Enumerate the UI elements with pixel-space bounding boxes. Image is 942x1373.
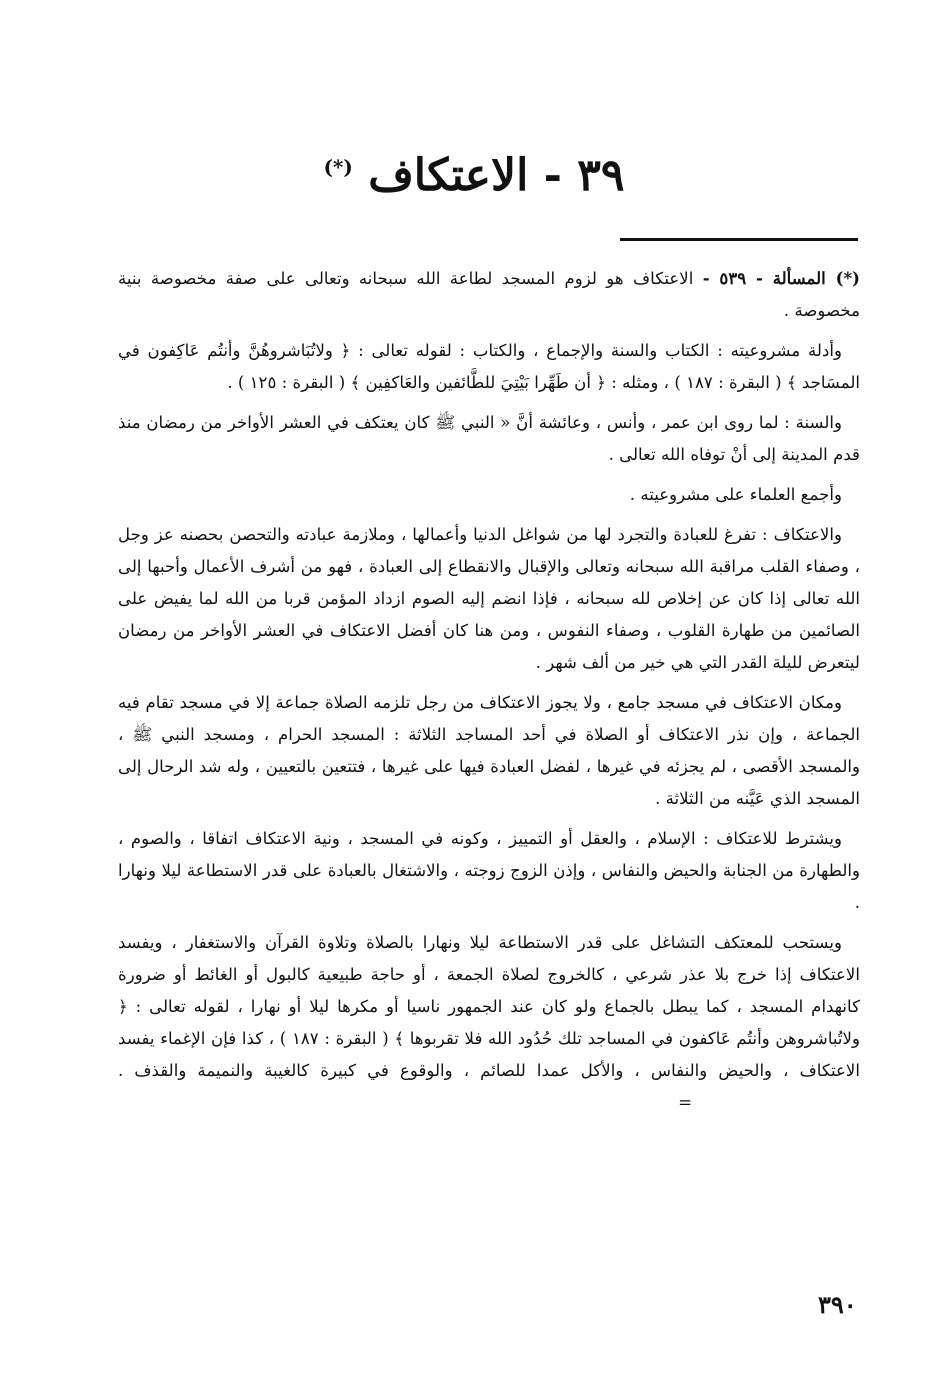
- footnote-text: الاعتكاف هو لزوم المسجد لطاعة الله سبحانه وتعالى على صفة مخصوصة بنية مخصوصة .: [118, 269, 860, 320]
- paragraph-recommended-text: ويستحب للمعتكف التشاغل على قدر الاستطاعة ليلا ونهارا بالصلاة وتلاوة القرآن والاستغفار ، ويفسد الاعتكاف إذا خرج بلا عذر شرعي ، كالخروج لصلاة الجمعة ، أو حاجة طبيعية كالبول أو الغائط أو ضرورة كانهدام المسجد ، كما يبطل بالجماع ولو كان عند الجمهور ناسيا أو مكرها ليلا أو نهارا ، لقوله تعالى : ﴿ ولاتُباشروهن وأنتُم عَاكفون في المساجد تلك حُدُود الله فلا تقربوها ﴾ ( البقرة : ١٨٧ ) ، كذا فإن الإغماء يفسد الاعتكاف ، والحيض والنفاس ، والأكل عمدا للصائم ، والوقوع في كبيرة كالغيبة والنميمة والقذف .: [118, 933, 860, 1080]
- page-title: [0, 150, 942, 201]
- paragraph-evidence: وأدلة مشروعيته : الكتاب والسنة والإجماع ، والكتاب : لقوله تعالى : ﴿ ولاتُبَاشروهُنَّ وأنتُم عَاكِفون في المسَاجد ﴾ ( البقرة : ١٨٧ ) ، ومثله : ﴿ أن طَهِّرا بَيْتِيَ للطَّائفين والعَاكفِين ﴾ ( البقرة : ١٢٥ ) .: [118, 341, 860, 392]
- paragraph-consensus: وأجمع العلماء على مشروعيته .: [629, 485, 842, 504]
- page-body: [118, 262, 860, 1127]
- page-number: ٣٩٠: [818, 1290, 857, 1319]
- paragraph-sunnah: والسنة : لما روى ابن عمر ، وأنس ، وعائشة أنَّ « النبي ﷺ كان يعتكف في العشر الأواخر من رمضان منذ قدم المدينة إلى أنْ توفاه الله تعالى .: [118, 413, 860, 464]
- paragraph-recommended: [118, 927, 860, 1119]
- continuation-mark: =: [678, 1093, 692, 1112]
- footnote-divider: [620, 238, 858, 241]
- footnote-paragraph: [118, 262, 860, 327]
- paragraph-definition: والاعتكاف : تفرغ للعبادة والتجرد لها من شواغل الدنيا وأعمالها ، وملازمة عبادته والتحصن بحصنه عز وجل ، وصفاء القلب مراقبة الله سبحانه وتعالى والإقبال والانقطاع إلى العبادة ، فهو من أشرف الأعمال وأحبها إلى الله تعالى إذا كان عن إخلاص لله سبحانه ، فإذا انضم إليه الصوم ازداد المؤمن قربا من الله لما يفيض على الصائمين من طهارة القلوب ، وصفاء النفوس ، ومن هنا كان أفضل الاعتكاف في العشر الأواخر من رمضان ليتعرض لليلة القدر التي هي خير من ألف شهر .: [118, 525, 860, 672]
- title-text: ٣٩ - الاعتكاف: [368, 150, 625, 201]
- footnote-lead: (*) المسألة - ٥٣٩ -: [702, 268, 861, 288]
- title-footnote-mark: (*): [323, 155, 353, 180]
- paragraph-conditions: ويشترط للاعتكاف : الإسلام ، والعقل أو التمييز ، وكونه في المسجد ، ونية الاعتكاف اتفاقا ، والصوم ، والطهارة من الجنابة والحيض والنفاس ، وإذن الزوج زوجته ، والاشتغال بالعبادة على قدر الاستطاعة ليلا ونهارا .: [118, 829, 860, 912]
- paragraph-location: ومكان الاعتكاف في مسجد جامع ، ولا يجوز الاعتكاف من رجل تلزمه الصلاة جماعة إلا في مسجد تقام فيه الجماعة ، وإن نذر الاعتكاف أو الصلاة في أحد المساجد الثلاثة : المسجد الحرام ، ومسجد النبي ﷺ ، والمسجد الأقصى ، لم يجزئه في غيرها ، لفضل العبادة فيها على غيرها ، فتتعين بالتعيين ، وله شد الرحال إلى المسجد الذي عَيَّنه من الثلاثة .: [118, 693, 860, 808]
